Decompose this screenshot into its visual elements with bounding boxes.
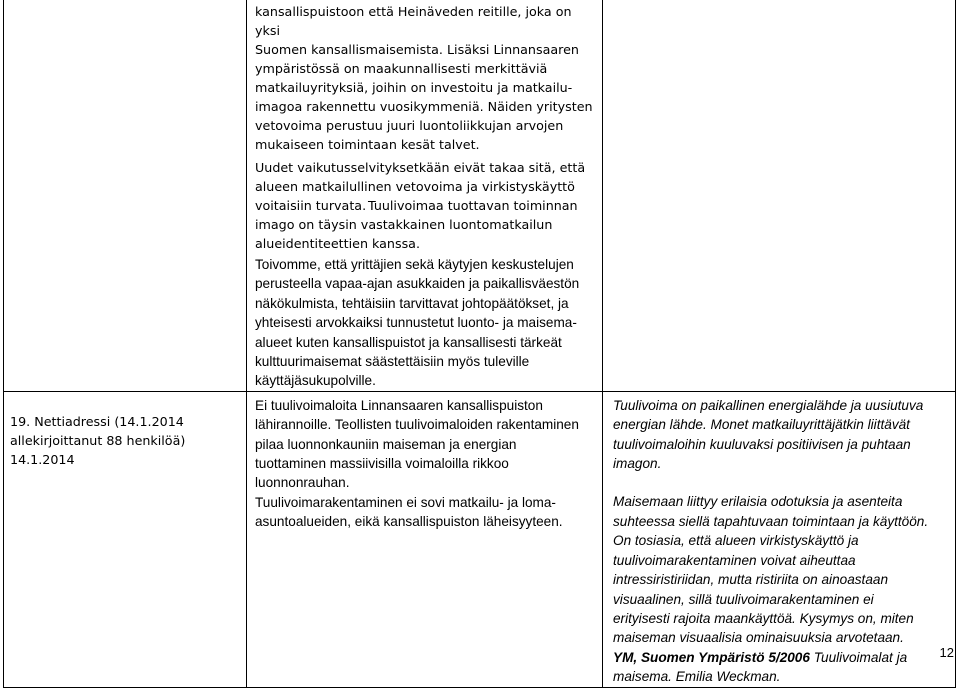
text-line: imagoa rakennettu vuosikymmeniä. Näiden yritysten — [255, 99, 593, 114]
statement-text — [247, 0, 602, 391]
text-line: Maisemaan liittyy erilaisia odotuksia ja asenteita — [613, 494, 903, 510]
text-line: Ei tuulivoimaloita Linnansaaren kansallispuiston — [255, 397, 543, 413]
text-line: kulttuurimaisemat säästettäisiin myös tuleville — [255, 354, 530, 370]
text-line: tuulivoimarakentaminen voivat aiheuttaa — [613, 552, 856, 568]
text-line: intressiristiriidan, mutta ristiriita on ainoastaan — [613, 572, 889, 588]
page-number: 12 — [939, 645, 954, 660]
text-line: käyttäjäsukupolville. — [255, 373, 376, 389]
text-line: yhteisesti arvokkaiksi tunnustetut luonto- ja maisema- — [255, 315, 577, 331]
text-line: voitaisiin turvata. — [255, 198, 367, 213]
source-line: 14.1.2014 — [10, 451, 75, 467]
text-line: suhteessa siellä tapahtuvaan toimintaan ja käyttöön. — [613, 513, 929, 529]
table-cell-statement — [247, 0, 603, 391]
text-line: alueen matkailullinen vetovoima ja virkistyskäyttö — [255, 179, 575, 194]
text-line: imago on täysin vastakkainen luontomatkailun — [255, 217, 553, 232]
citation-title: Tuulivoimalat ja — [809, 649, 908, 665]
table-row — [4, 391, 956, 687]
text-line: Tuulivoima on paikallinen energialähde ja uusiutuva — [613, 397, 924, 413]
text-line: mukaiseen toimintaan kesät talvet. — [255, 137, 480, 152]
citation-line — [613, 648, 949, 667]
source-line: allekirjoittanut 88 henkilöä) — [10, 432, 186, 448]
text-line: näkökulmista, tehtäisiin tarvittavat johtopäätökset, ja — [255, 295, 569, 311]
text-line: energian lähde. Monet matkailuyrittäjätkin liittävät — [613, 417, 910, 433]
text-line: Tuulivoimarakentaminen ei sovi matkailu- ja loma- — [255, 494, 556, 510]
source-text — [10, 393, 250, 469]
text-line: alueet kuten kansallispuistot ja kansallisesti tärkeät — [255, 334, 562, 350]
table-cell-response-empty — [603, 0, 956, 391]
citation-line: maisema. Emilia Weckman. — [613, 669, 781, 685]
text-line: Toivomme, että yrittäjien sekä käytyjen keskustelujen — [255, 257, 574, 272]
text-line: lähirannoille. Teollisten tuulivoimaloiden rakentaminen — [255, 417, 579, 433]
text-line: On tosiasia, että alueen virkistyskäyttö ja — [613, 533, 859, 549]
text-line: matkailuyrityksiä, joihin on investoitu ja matkailu- — [255, 80, 573, 95]
response-text — [603, 392, 955, 687]
citation-source: YM, Suomen Ympäristö 5/2006 — [613, 649, 810, 665]
table-cell-source — [4, 391, 247, 687]
text-line: Uudet vaikutusselvityksetkään eivät takaa sitä, että — [255, 160, 586, 175]
source-line: 19. Nettiadressi (14.1.2014 — [10, 413, 184, 429]
table-cell-source-empty — [4, 0, 247, 391]
text-line: imagon. — [613, 456, 662, 472]
table-cell-statement — [247, 391, 603, 687]
text-line: erityisesti rajoita maankäyttöä. Kysymys on, miten — [613, 610, 914, 626]
text-line: vetovoima perustuu juuri luontoliikkujan arvojen — [255, 118, 564, 133]
text-line: kansallispuistoon että Heinäveden reitille, joka on yksi — [255, 4, 572, 38]
text-line: luonnonrauhan. — [255, 475, 350, 491]
statement-table — [3, 0, 956, 688]
text-line: tuottaminen massiivisilla voimaloilla rikkoo — [255, 456, 509, 472]
statement-text — [247, 392, 602, 532]
text-line: pilaa luonnonkauniin maiseman ja energian — [255, 436, 517, 452]
text-line: tuulivoimaloihin kuuluvaksi positiivisen ja puhtaan — [613, 436, 911, 452]
text-line: perusteella vapaa-ajan asukkaiden ja paikallisväestön — [255, 276, 580, 292]
table-cell-response — [603, 391, 956, 687]
text-line: alueidentiteettien kanssa. — [255, 236, 420, 251]
text-line: asuntoalueiden, eikä kansallispuiston läheisyyteen. — [255, 514, 563, 530]
text-line: visuaalinen, sillä tuulivoimarakentaminen ei — [613, 591, 874, 607]
text-line: maiseman visuaalisia ominaisuuksia arvotetaan. — [613, 630, 904, 646]
text-line: ympäristössä on maakunnallisesti merkittäviä — [255, 61, 548, 76]
text-line: Tuulivoimaa tuottavan toiminnan — [368, 198, 578, 213]
table-row — [4, 0, 956, 391]
text-line: Suomen kansallismaisemista. Lisäksi Linnansaaren — [255, 42, 579, 57]
